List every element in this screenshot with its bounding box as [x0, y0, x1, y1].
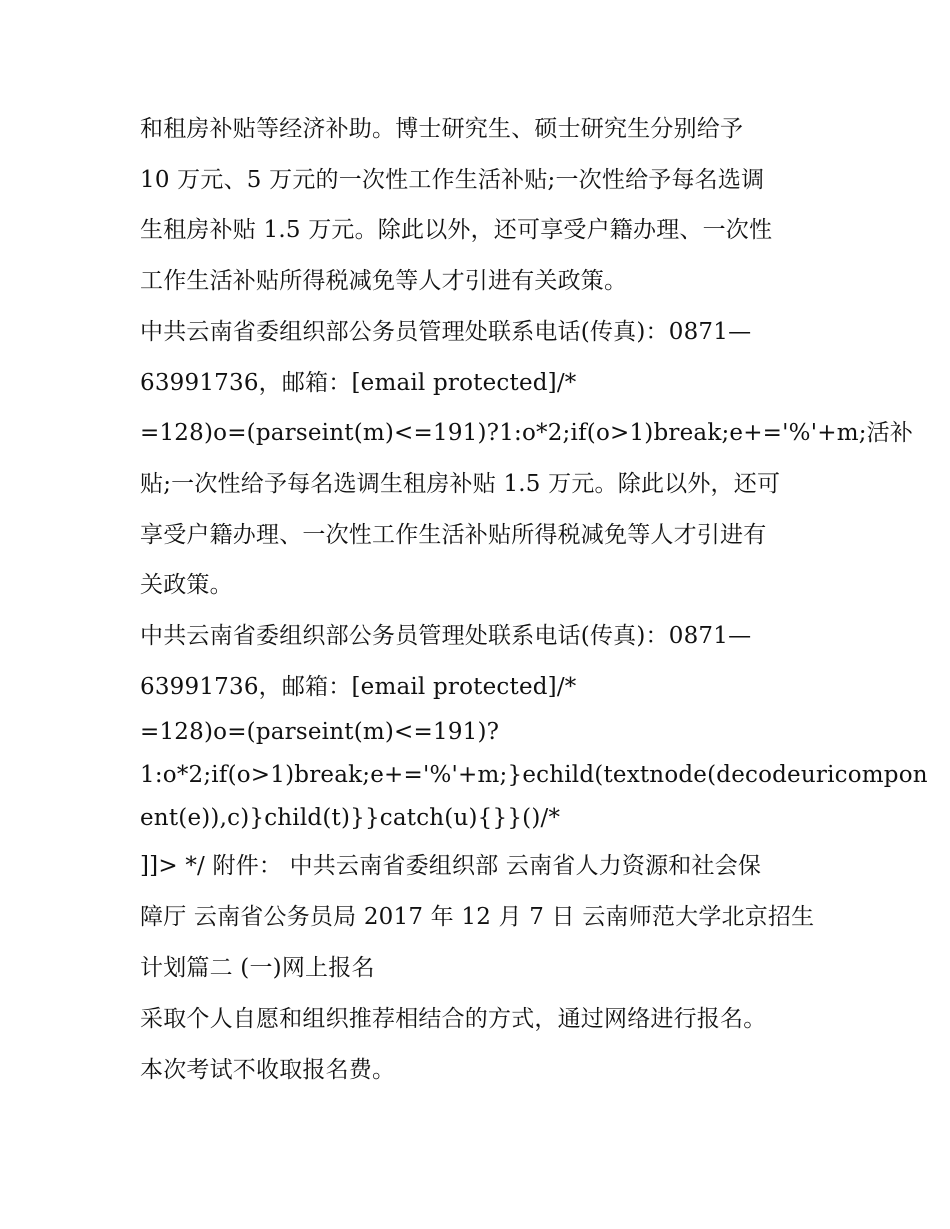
- text-line: 贴;一次性给予每名选调生租房补贴 1.5 万元。除此以外，还可: [140, 471, 781, 497]
- text-line: 生租房补贴 1.5 万元。除此以外，还可享受户籍办理、一次性: [140, 217, 773, 243]
- text-line: 1:o*2;if(o>1)break;e+='%'+m;}echild(textnode(decodeuricompon: [140, 762, 928, 788]
- text-line: 中共云南省委组织部公务员管理处联系电话(传真)：0871—: [140, 319, 752, 345]
- text-line: 和租房补贴等经济补助。博士研究生、硕士研究生分别给予: [140, 116, 744, 142]
- text-line: 工作生活补贴所得税减免等人才引进有关政策。: [140, 268, 628, 294]
- text-line: 障厅 云南省公务员局 2017 年 12 月 7 日 云南师范大学北京招生: [140, 904, 815, 930]
- text-line: ent(e)),c)}child(t)}}catch(u){}}()/*: [140, 805, 561, 831]
- text-line: 采取个人自愿和组织推荐相结合的方式，通过网络进行报名。: [140, 1006, 767, 1032]
- text-line: 关政策。: [140, 572, 233, 598]
- text-line: 享受户籍办理、一次性工作生活补贴所得税减免等人才引进有: [140, 522, 767, 548]
- text-line: 63991736，邮箱：[email protected]/*: [140, 674, 577, 700]
- text-line: 计划篇二 (一)网上报名: [140, 955, 375, 981]
- text-line: 10 万元、5 万元的一次性工作生活补贴;一次性给予每名选调: [140, 167, 765, 193]
- text-line: =128)o=(parseint(m)<=191)?1:o*2;if(o>1)break;e+='%'+m;活补: [140, 420, 914, 446]
- text-line: 63991736，邮箱：[email protected]/*: [140, 370, 577, 396]
- text-line: 中共云南省委组织部公务员管理处联系电话(传真)：0871—: [140, 623, 752, 649]
- text-line: ]]> */ 附件： 中共云南省委组织部 云南省人力资源和社会保: [140, 853, 762, 879]
- text-line: 本次考试不收取报名费。: [140, 1057, 396, 1083]
- text-line: =128)o=(parseint(m)<=191)?: [140, 719, 500, 745]
